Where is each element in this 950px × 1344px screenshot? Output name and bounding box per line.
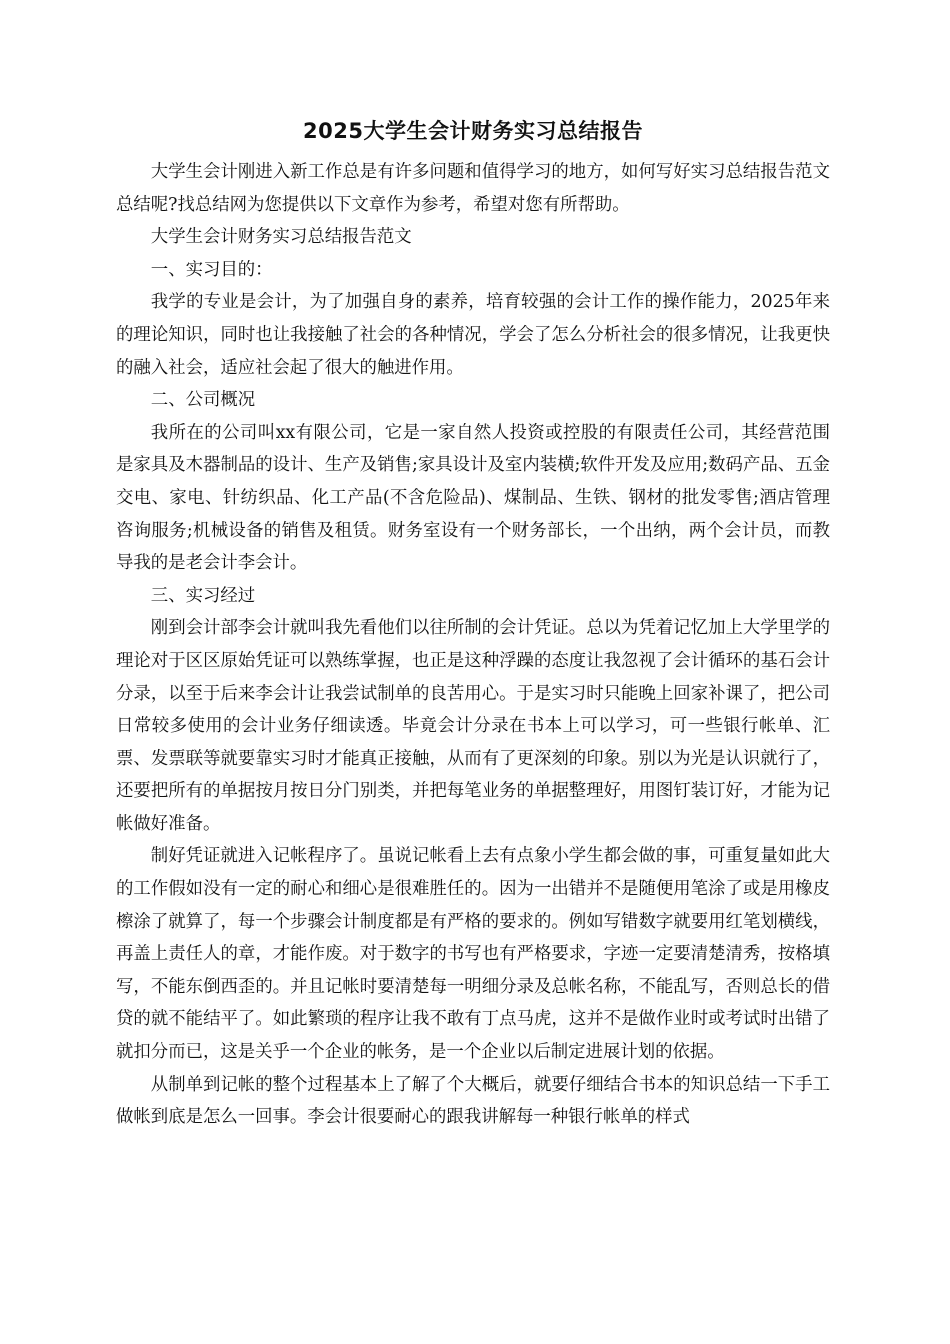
- subtitle-line: 大学生会计财务实习总结报告范文: [150, 227, 412, 248]
- intro-paragraph: 大学生会计刚进入新工作总是有许多问题和值得学习的地方，如何写好实习总结报告范文总结呢?找总结网为您提供以下文章作为参考，希望对您有所帮助。: [116, 162, 830, 215]
- process-paragraph-2: 制好凭证就进入记帐程序了。虽说记帐看上去有点象小学生都会做的事，可重复量如此大的工作假如没有一定的耐心和细心是很难胜任的。因为一出错并不是随便用笔涂了或是用橡皮檫涂了就算了，每一个步骤会计制度都是有严格的要求的。例如写错数字就要用红笔划横线，再盖上责任人的章，才能作废。对于数字的书写也有严格要求，字迹一定要清楚清秀，按格填写，不能东倒西歪的。并且记帐时要清楚每一明细分录及总帐名称，不能乱写，否则总长的借贷的就不能结平了。如此繁琐的程序让我不敢有丁点马虎，这并不是做作业时或考试时出错了就扣分而已，这是关乎一个企业的帐务，是一个企业以后制定进展计划的依据。: [116, 846, 830, 1063]
- section-heading-purpose: 一、实习目的：: [150, 259, 273, 280]
- document-page: [116, 110, 830, 1134]
- purpose-paragraph: 我学的专业是会计，为了加强自身的素养，培育较强的会计工作的操作能力，2025年来的理论知识，同时也让我接触了社会的各种情况，学会了怎么分析社会的很多情况，让我更快的融入社会，适应社会起了很大的触进作用。: [116, 292, 830, 378]
- company-paragraph: 我所在的公司叫xx有限公司，它是一家自然人投资或控股的有限责任公司，其经营范围是家具及木器制品的设计、生产及销售;家具设计及室内装横;软件开发及应用;数码产品、五金交电、家电、针纺织品、化工产品(不含危险品)、煤制品、生铁、钢材的批发零售;酒店管理咨询服务;机械设备的销售及租赁。财务室设有一个财务部长，一个出纳，两个会计员，而教导我的是老会计李会计。: [116, 422, 830, 574]
- document-title: 2025大学生会计财务实习总结报告: [303, 119, 643, 143]
- section-heading-company: 二、公司概况: [150, 390, 256, 411]
- process-paragraph-3: 从制单到记帐的整个过程基本上了解了个大概后，就要仔细结合书本的知识总结一下手工做帐到底是怎么一回事。李会计很要耐心的跟我讲解每一种银行帐单的样式: [116, 1074, 830, 1128]
- section-heading-process: 三、实习经过: [150, 585, 256, 606]
- process-paragraph-1: 刚到会计部李会计就叫我先看他们以往所制的会计凭证。总以为凭着记忆加上大学里学的理论对于区区原始凭证可以熟练掌握，也正是这种浮躁的态度让我忽视了会计循环的基石会计分录，以至于后来李会计让我尝试制单的良苦用心。于是实习时只能晚上回家补课了，把公司日常较多使用的会计业务仔细读透。毕竟会计分录在书本上可以学习，可一些银行帐单、汇票、发票联等就要靠实习时才能真正接触，从而有了更深刻的印象。别以为光是认识就行了，还要把所有的单据按月按日分门别类，并把每笔业务的单据整理好，用图钉装订好，才能为记帐做好准备。: [116, 618, 830, 834]
